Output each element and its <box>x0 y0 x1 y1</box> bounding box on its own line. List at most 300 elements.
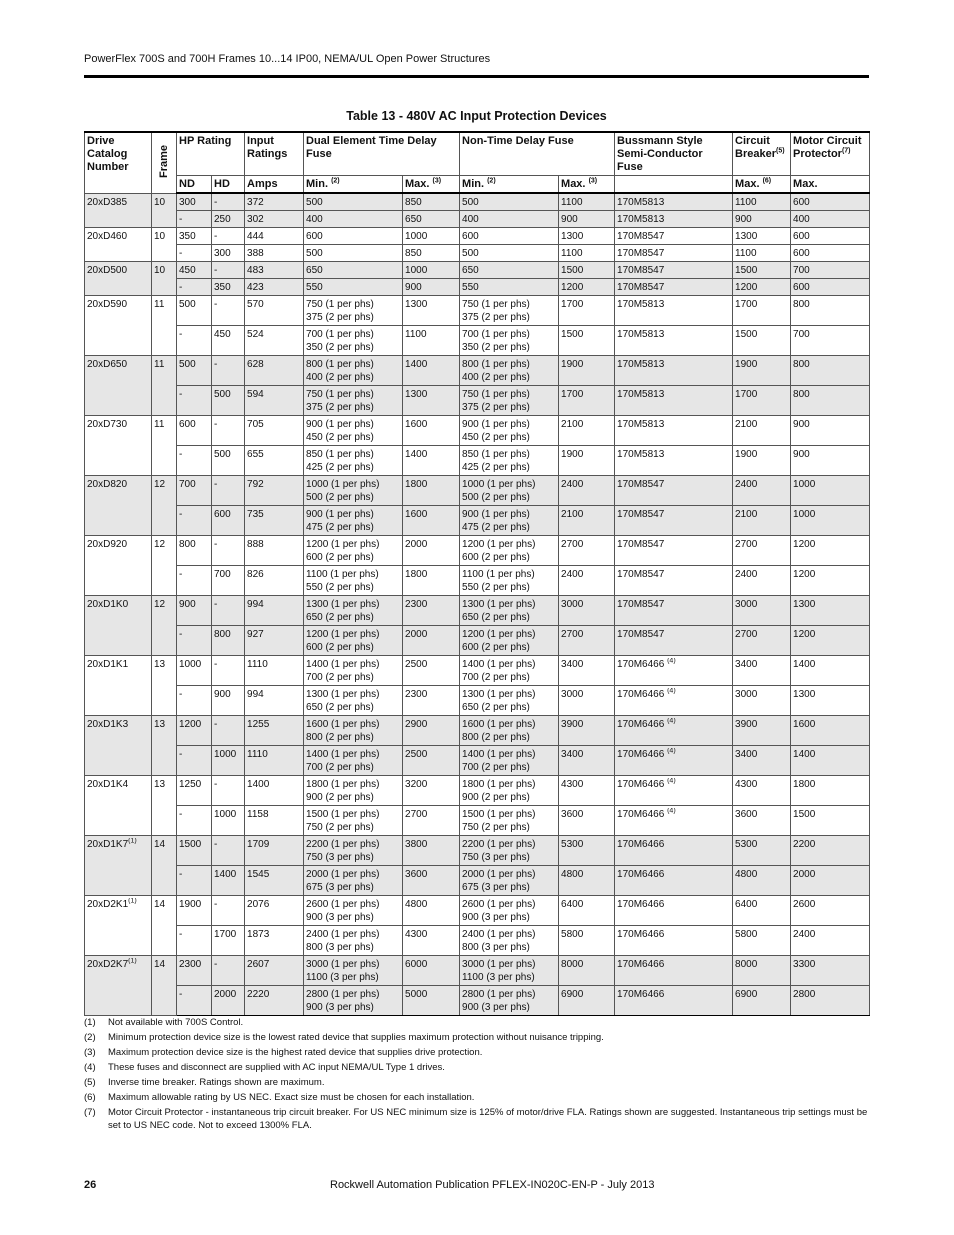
cell-ntd-min-line: 550 (2 per phs) <box>462 582 530 593</box>
cell-ntd-min-line: 500 <box>462 248 479 259</box>
cell-ntd-max <box>559 262 615 279</box>
cell-de-min-line: 1800 (1 per phs) <box>306 779 380 790</box>
col-ntd-min <box>460 176 559 194</box>
cell-nd <box>177 866 212 896</box>
table-row <box>85 211 870 228</box>
cell-fuse <box>615 776 733 806</box>
cell-cb-text: 1700 <box>735 299 758 310</box>
cell-de-max-text: 1300 <box>405 389 428 400</box>
cell-fuse <box>615 806 733 836</box>
cell-nd-text: 1200 <box>179 719 202 730</box>
cell-ntd-min <box>460 476 559 506</box>
cell-de-max-text: 1000 <box>405 231 428 242</box>
cell-fuse-text: 170M8547 <box>617 479 665 490</box>
cell-cb-text: 1100 <box>735 197 757 208</box>
cell-cb <box>733 986 791 1016</box>
cell-catalog-text: 20xD1K4 <box>87 779 129 790</box>
table-row <box>85 956 870 986</box>
cell-mcp-text: 400 <box>793 214 810 225</box>
cell-mcp-text: 1000 <box>793 509 816 520</box>
cell-hd <box>212 279 245 296</box>
cell-de-min <box>304 806 403 836</box>
cell-fuse-text: 170M8547 <box>617 248 665 259</box>
cell-nd <box>177 356 212 386</box>
cell-de-min <box>304 956 403 986</box>
cell-catalog <box>85 476 152 536</box>
cell-cb <box>733 476 791 506</box>
cell-fuse-text: 170M6466 <box>617 809 665 820</box>
cell-fuse-text: 170M8547 <box>617 629 665 640</box>
cell-amps <box>245 262 304 279</box>
cell-nd-text: - <box>179 329 183 340</box>
cell-fuse <box>615 228 733 245</box>
col-cb-max <box>733 176 791 194</box>
cell-frame-text: 14 <box>154 959 166 970</box>
cell-de-max-text: 2300 <box>405 599 428 610</box>
cell-amps <box>245 776 304 806</box>
cell-de-max-text: 900 <box>405 282 422 293</box>
cell-de-min-line: 1200 (1 per phs) <box>306 629 380 640</box>
cell-de-max <box>403 866 460 896</box>
cell-ntd-min-line: 900 (3 per phs) <box>462 1002 530 1013</box>
cell-catalog-text: 20xD385 <box>87 196 128 208</box>
cell-amps-text: 792 <box>247 479 264 490</box>
cell-hd <box>212 262 245 279</box>
cell-ntd-min-line: 650 (2 per phs) <box>462 612 530 623</box>
cell-ntd-min-line: 350 (2 per phs) <box>462 342 530 353</box>
cell-de-min <box>304 211 403 228</box>
cell-de-max <box>403 626 460 656</box>
cell-fuse <box>615 356 733 386</box>
cell-nd <box>177 716 212 746</box>
cell-fuse-text: 170M6466 <box>617 749 665 760</box>
cell-de-min <box>304 896 403 926</box>
cell-nd-text: - <box>179 689 183 700</box>
cell-mcp-text: 1200 <box>793 629 816 640</box>
cell-fuse-text: 170M5813 <box>617 389 665 400</box>
cell-nd <box>177 446 212 476</box>
cell-ntd-max <box>559 446 615 476</box>
cell-nd-text: 700 <box>179 479 196 490</box>
cell-hd-text: - <box>214 899 218 910</box>
cell-mcp <box>791 956 870 986</box>
cell-ntd-min-line: 1000 (1 per phs) <box>462 479 536 490</box>
cell-ntd-min-line: 800 (1 per phs) <box>462 359 530 370</box>
cell-nd-text: 450 <box>179 265 196 276</box>
cell-de-max <box>403 956 460 986</box>
cell-de-min-line: 850 (1 per phs) <box>306 449 374 460</box>
cell-hd-text: 500 <box>214 389 231 400</box>
col-drive-catalog: Drive Catalog Number <box>85 132 152 193</box>
cell-hd <box>212 806 245 836</box>
cell-frame-text: 13 <box>154 779 166 790</box>
table-row <box>85 986 870 1016</box>
cell-amps-text: 388 <box>247 248 264 259</box>
cell-hd-text: - <box>214 779 218 790</box>
cell-amps <box>245 986 304 1016</box>
cell-frame-text: 12 <box>154 479 166 490</box>
cell-mcp <box>791 866 870 896</box>
footnote-ref: (6) <box>762 177 772 185</box>
cell-ntd-min-line: 375 (2 per phs) <box>462 312 530 323</box>
cell-ntd-min-line: 1300 (1 per phs) <box>462 599 536 610</box>
cell-amps <box>245 356 304 386</box>
cell-frame-text: 11 <box>154 419 165 430</box>
cell-ntd-min <box>460 566 559 596</box>
cell-catalog <box>85 262 152 296</box>
cell-cb-text: 1900 <box>735 359 758 370</box>
cell-cb-text: 2100 <box>735 419 758 430</box>
cell-hd <box>212 446 245 476</box>
footnote-ref: (3) <box>432 177 442 185</box>
cell-de-max-text: 6000 <box>405 959 428 970</box>
cell-de-min-line: 750 (3 per phs) <box>306 852 374 863</box>
cell-amps-text: 2607 <box>247 959 270 970</box>
cell-de-min-line: 500 (2 per phs) <box>306 492 374 503</box>
cell-fuse <box>615 626 733 656</box>
cell-nd-text: - <box>179 869 183 880</box>
cell-ntd-min <box>460 596 559 626</box>
cell-de-min-line: 1300 (1 per phs) <box>306 599 380 610</box>
cell-de-min-line: 1400 (1 per phs) <box>306 659 380 670</box>
cell-de-min-line: 2600 (1 per phs) <box>306 899 380 910</box>
cell-de-max-text: 1000 <box>405 265 428 276</box>
cell-frame <box>152 476 177 536</box>
cell-de-max-text: 2500 <box>405 749 428 760</box>
cell-ntd-min-line: 700 (1 per phs) <box>462 329 530 340</box>
cell-de-min-line: 2800 (1 per phs) <box>306 989 380 1000</box>
cell-amps-text: 888 <box>247 539 264 550</box>
cell-hd <box>212 536 245 566</box>
cell-de-min-line: 900 (2 per phs) <box>306 792 374 803</box>
cell-mcp-text: 1200 <box>793 539 816 550</box>
cell-amps-text: 927 <box>247 629 264 640</box>
cell-hd-text: 800 <box>214 629 231 640</box>
cell-hd <box>212 356 245 386</box>
cell-amps <box>245 446 304 476</box>
cell-mcp <box>791 279 870 296</box>
cell-ntd-max <box>559 686 615 716</box>
cell-de-min <box>304 446 403 476</box>
cell-de-min-line: 375 (2 per phs) <box>306 402 374 413</box>
cell-ntd-max <box>559 193 615 211</box>
cell-ntd-max-text: 1100 <box>561 197 583 208</box>
cell-fuse <box>615 686 733 716</box>
table-row <box>85 626 870 656</box>
cell-de-min <box>304 746 403 776</box>
cell-amps <box>245 476 304 506</box>
cell-ntd-min <box>460 245 559 262</box>
cell-hd <box>212 716 245 746</box>
cell-de-max-text: 1800 <box>405 569 428 580</box>
cell-de-min <box>304 228 403 245</box>
cell-catalog-text: 20xD2K1 <box>87 899 129 910</box>
cell-mcp <box>791 506 870 536</box>
cell-hd-text: - <box>214 659 218 670</box>
cell-fuse <box>615 536 733 566</box>
cell-mcp-text: 3300 <box>793 959 816 970</box>
cell-de-min-line: 800 (2 per phs) <box>306 732 374 743</box>
cell-ntd-min <box>460 776 559 806</box>
cell-mcp-text: 800 <box>793 359 810 370</box>
cell-mcp <box>791 566 870 596</box>
cell-ntd-min-line: 375 (2 per phs) <box>462 402 530 413</box>
cell-nd-text: - <box>179 989 183 1000</box>
cell-cb-text: 5800 <box>735 929 758 940</box>
table-row <box>85 476 870 506</box>
table-row <box>85 506 870 536</box>
cell-nd-text: 1250 <box>179 779 202 790</box>
cell-mcp-text: 800 <box>793 299 810 310</box>
cell-de-min <box>304 656 403 686</box>
footnote-number: (5) <box>84 1077 96 1088</box>
col-ntd-max <box>559 176 615 194</box>
cell-de-max-text: 4800 <box>405 899 428 910</box>
footnote-ref: (1) <box>128 958 137 965</box>
cell-ntd-min-line: 1300 (1 per phs) <box>462 689 536 700</box>
cell-de-max <box>403 279 460 296</box>
cell-de-min <box>304 416 403 446</box>
col-frame <box>152 132 177 193</box>
cell-de-max <box>403 686 460 716</box>
cell-ntd-min-line: 900 (3 per phs) <box>462 912 530 923</box>
cell-mcp-text: 2400 <box>793 929 816 940</box>
cell-de-min <box>304 836 403 866</box>
cell-ntd-max-text: 6900 <box>561 989 584 1000</box>
cell-amps-text: 1545 <box>247 869 270 880</box>
cell-cb <box>733 836 791 866</box>
cell-de-max-text: 850 <box>405 248 422 259</box>
cell-hd-text: 450 <box>214 329 231 340</box>
cell-mcp <box>791 896 870 926</box>
cell-amps-text: 994 <box>247 599 264 610</box>
cell-nd <box>177 262 212 279</box>
cell-cb-text: 1500 <box>735 265 758 276</box>
cell-ntd-max <box>559 656 615 686</box>
table-row <box>85 536 870 566</box>
cell-fuse-text: 170M8547 <box>617 569 665 580</box>
cell-catalog <box>85 536 152 596</box>
cell-de-min-line: 350 (2 per phs) <box>306 342 374 353</box>
cell-ntd-min-line: 1400 (1 per phs) <box>462 749 536 760</box>
cell-ntd-max-text: 6400 <box>561 899 584 910</box>
cell-fuse <box>615 296 733 326</box>
cell-de-min-line: 375 (2 per phs) <box>306 312 374 323</box>
cell-de-min <box>304 279 403 296</box>
cell-mcp-text: 600 <box>793 282 810 293</box>
cell-ntd-max-text: 2700 <box>561 629 584 640</box>
cell-ntd-min <box>460 656 559 686</box>
cell-ntd-max <box>559 566 615 596</box>
cell-ntd-max <box>559 956 615 986</box>
cell-fuse <box>615 476 733 506</box>
col-de-max <box>403 176 460 194</box>
cell-cb-text: 3400 <box>735 659 758 670</box>
cell-amps-text: 570 <box>247 299 264 310</box>
cell-amps-text: 1255 <box>247 719 270 730</box>
cell-fuse-text: 170M6466 <box>617 659 665 670</box>
cell-cb <box>733 416 791 446</box>
cell-hd-text: - <box>214 839 218 850</box>
cell-de-min <box>304 356 403 386</box>
cell-ntd-min <box>460 896 559 926</box>
cell-fuse-text: 170M6466 <box>617 899 665 910</box>
col-de-min <box>304 176 403 194</box>
cell-mcp <box>791 228 870 245</box>
cell-cb <box>733 279 791 296</box>
cell-mcp <box>791 536 870 566</box>
cell-fuse <box>615 211 733 228</box>
cell-de-min-line: 500 <box>306 197 323 208</box>
cell-amps <box>245 686 304 716</box>
cell-hd <box>212 566 245 596</box>
cell-de-max-text: 1400 <box>405 359 428 370</box>
mcp-label: Motor Circuit Protector <box>793 135 862 160</box>
cell-catalog <box>85 656 152 716</box>
cell-nd <box>177 566 212 596</box>
cell-ntd-min <box>460 686 559 716</box>
cell-de-min <box>304 245 403 262</box>
cell-amps <box>245 596 304 626</box>
footnote-ref: (1) <box>128 838 137 845</box>
cell-catalog-text: 20xD500 <box>87 265 128 276</box>
cell-catalog <box>85 836 152 896</box>
cell-ntd-min-line: 400 <box>462 214 479 225</box>
cell-cb <box>733 536 791 566</box>
cell-ntd-min-line: 425 (2 per phs) <box>462 462 530 473</box>
cell-de-max <box>403 245 460 262</box>
cell-de-min <box>304 262 403 279</box>
footnote-ref: (7) <box>841 147 851 155</box>
cell-ntd-min-line: 500 (2 per phs) <box>462 492 530 503</box>
cell-catalog-text: 20xD650 <box>87 359 128 370</box>
cell-ntd-max <box>559 326 615 356</box>
min-label: Min. <box>462 178 485 190</box>
table-row <box>85 716 870 746</box>
cell-amps-text: 1110 <box>247 659 268 670</box>
cell-hd-text: 600 <box>214 509 231 520</box>
cell-de-max-text: 4300 <box>405 929 428 940</box>
cell-mcp <box>791 211 870 228</box>
cell-ntd-max-text: 3000 <box>561 599 584 610</box>
cell-cb-text: 2400 <box>735 479 758 490</box>
cell-hd-text: - <box>214 479 218 490</box>
cell-de-max <box>403 211 460 228</box>
table-row <box>85 386 870 416</box>
cell-ntd-min-line: 600 (2 per phs) <box>462 642 530 653</box>
cell-fuse <box>615 326 733 356</box>
cell-de-min-line: 750 (1 per phs) <box>306 299 374 310</box>
cell-ntd-max <box>559 245 615 262</box>
cell-catalog <box>85 416 152 476</box>
cell-amps <box>245 386 304 416</box>
footnote-ref: (3) <box>588 177 598 185</box>
cell-mcp <box>791 806 870 836</box>
footnotes <box>84 1016 869 1134</box>
footnote-number: (1) <box>84 1017 96 1028</box>
max-label: Max. <box>561 178 586 190</box>
page-number: 26 <box>84 1179 97 1191</box>
table-row <box>85 746 870 776</box>
cell-de-min-line: 550 (2 per phs) <box>306 582 374 593</box>
cell-mcp-text: 1400 <box>793 659 816 670</box>
cell-cb-text: 3900 <box>735 719 758 730</box>
cell-amps <box>245 746 304 776</box>
cell-amps-text: 826 <box>247 569 264 580</box>
cell-amps <box>245 866 304 896</box>
footnote-number: (3) <box>84 1047 96 1058</box>
cell-nd <box>177 926 212 956</box>
col-bussmann-blank <box>615 176 733 194</box>
cell-fuse <box>615 416 733 446</box>
cell-mcp <box>791 296 870 326</box>
cell-catalog <box>85 193 152 228</box>
cell-amps-text: 302 <box>247 214 264 225</box>
cell-ntd-max-text: 1900 <box>561 449 584 460</box>
cell-ntd-min-line: 1200 (1 per phs) <box>462 539 536 550</box>
cell-fuse-text: 170M5813 <box>617 329 665 340</box>
table-row <box>85 686 870 716</box>
cell-ntd-min-line: 2400 (1 per phs) <box>462 929 536 940</box>
cell-de-min-line: 800 (3 per phs) <box>306 942 374 953</box>
cell-hd <box>212 416 245 446</box>
cell-amps <box>245 245 304 262</box>
cell-fuse-text: 170M5813 <box>617 214 665 225</box>
cell-ntd-min-line: 750 (3 per phs) <box>462 852 530 863</box>
cell-cb-text: 3000 <box>735 599 758 610</box>
cell-nd-text: - <box>179 569 183 580</box>
cell-ntd-min <box>460 506 559 536</box>
cell-nd-text: - <box>179 449 183 460</box>
cell-ntd-max <box>559 926 615 956</box>
cell-ntd-min-line: 600 (2 per phs) <box>462 552 530 563</box>
cell-nd <box>177 476 212 506</box>
cell-ntd-max <box>559 536 615 566</box>
cell-amps-text: 2220 <box>247 989 270 1000</box>
cell-fuse-text: 170M5813 <box>617 359 665 370</box>
cell-mcp-text: 900 <box>793 449 810 460</box>
cell-mcp <box>791 193 870 211</box>
cell-hd-text: - <box>214 959 218 970</box>
table-row <box>85 896 870 926</box>
cell-de-min-line: 425 (2 per phs) <box>306 462 374 473</box>
cell-de-min-line: 3000 (1 per phs) <box>306 959 380 970</box>
cell-amps-text: 1873 <box>247 929 270 940</box>
cell-de-min-line: 1400 (1 per phs) <box>306 749 380 760</box>
cell-ntd-max <box>559 416 615 446</box>
cell-cb-text: 900 <box>735 214 752 225</box>
cell-de-min <box>304 193 403 211</box>
cell-ntd-max-text: 4300 <box>561 779 584 790</box>
cell-fuse-text: 170M8547 <box>617 231 665 242</box>
cell-ntd-max-text: 1700 <box>561 299 584 310</box>
cell-nd-text: 300 <box>179 197 196 208</box>
cell-nd-text: 900 <box>179 599 196 610</box>
cell-de-max <box>403 596 460 626</box>
cell-fuse <box>615 193 733 211</box>
cell-cb <box>733 296 791 326</box>
cell-hd-text: 500 <box>214 449 231 460</box>
cell-amps <box>245 506 304 536</box>
cell-de-max <box>403 356 460 386</box>
cell-de-min-line: 400 <box>306 214 323 225</box>
cell-hd <box>212 686 245 716</box>
table-row <box>85 656 870 686</box>
cell-de-min-line: 600 (2 per phs) <box>306 642 374 653</box>
cell-de-min-line: 550 <box>306 282 323 293</box>
cell-cb-text: 2700 <box>735 539 758 550</box>
cell-ntd-min-line: 750 (1 per phs) <box>462 299 530 310</box>
